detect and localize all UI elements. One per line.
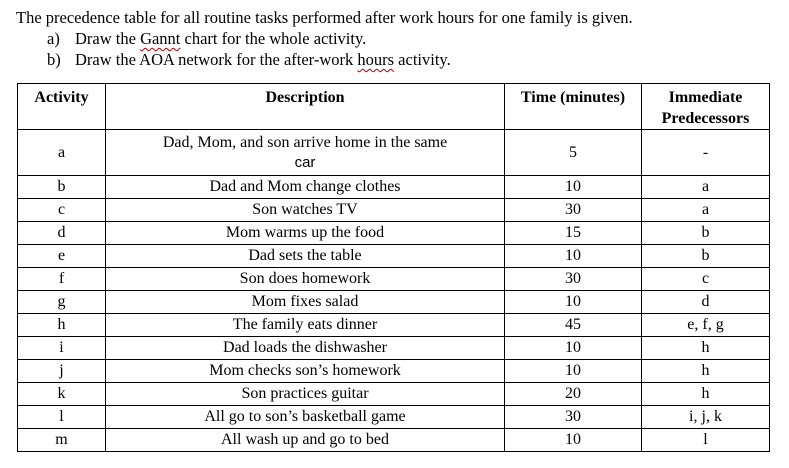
table-row [18,314,770,337]
cell-time: 20 [505,383,642,406]
table-row [18,222,770,245]
cell-time: 30 [505,268,642,291]
header-predecessors-line1: Immediate [668,89,743,106]
cell-activity: d [18,222,106,245]
table-row [18,291,770,314]
cell-description-line1: Dad, Mom, and son arrive home in the same [162,133,448,151]
cell-time: 10 [505,337,642,360]
cell-predecessors: a [642,199,770,222]
table-header-row [18,84,770,130]
cell-predecessors: b [642,222,770,245]
task-a-misspelled-word: Gannt [140,29,181,48]
cell-description: The family eats dinner [106,314,505,337]
table-row [18,199,770,222]
intro-text: The precedence table for all routine tasks performed after work hours for one family is given. [16,8,633,27]
task-a-text-start: Draw the [75,29,141,48]
table-row [18,429,770,452]
task-b-text-start: Draw the AOA network for the after-work [75,50,358,69]
cell-activity: a [18,130,106,176]
cell-description: Son does homework [106,268,505,291]
cell-activity: l [18,406,106,429]
cell-predecessors: - [642,130,770,176]
cell-activity: j [18,360,106,383]
cell-activity: b [18,176,106,199]
cell-predecessors: c [642,268,770,291]
cell-description: Son practices guitar [106,383,505,406]
cell-time: 10 [505,176,642,199]
cell-description: Mom fixes salad [106,291,505,314]
cell-description: Dad sets the table [106,245,505,268]
cell-time: 15 [505,222,642,245]
cell-activity: f [18,268,106,291]
cell-activity: e [18,245,106,268]
cell-description: All wash up and go to bed [106,429,505,452]
cell-activity: h [18,314,106,337]
cell-description: Mom warms up the food [106,222,505,245]
cell-time: 10 [505,429,642,452]
table-row [18,406,770,429]
cell-activity: c [18,199,106,222]
cell-predecessors: h [642,337,770,360]
task-a-label: a) [47,29,60,48]
table-row [18,130,770,176]
cell-predecessors: a [642,176,770,199]
cell-time: 30 [505,406,642,429]
cell-description-line2: car [294,153,316,171]
header-description: Description [106,84,505,130]
table-row [18,383,770,406]
cell-time: 10 [505,291,642,314]
table-row [18,245,770,268]
task-a-text-end: chart for the whole activity. [180,29,367,48]
cell-predecessors: h [642,383,770,406]
task-b-text-end: activity. [394,50,451,69]
task-b-flagged-word: hours [357,50,395,69]
cell-time: 10 [505,245,642,268]
precedence-table [17,83,770,452]
task-b [16,49,633,70]
header-predecessors [642,84,770,130]
cell-activity: i [18,337,106,360]
cell-predecessors: i, j, k [642,406,770,429]
cell-time: 10 [505,360,642,383]
header-predecessors-line2: Predecessors [661,110,750,127]
cell-description: Mom checks son’s homework [106,360,505,383]
cell-time: 5 [505,130,642,176]
cell-predecessors: e, f, g [642,314,770,337]
cell-description: Son watches TV [106,199,505,222]
cell-time: 30 [505,199,642,222]
cell-description: All go to son’s basketball game [106,406,505,429]
header-activity: Activity [18,84,106,130]
task-b-label: b) [47,50,61,69]
cell-activity: k [18,383,106,406]
cell-predecessors: l [642,429,770,452]
header-time: Time (minutes) [505,84,642,130]
cell-activity: g [18,291,106,314]
cell-description: Dad loads the dishwasher [106,337,505,360]
table-row [18,360,770,383]
cell-predecessors: d [642,291,770,314]
table-row [18,176,770,199]
table-row [18,337,770,360]
table-row [18,268,770,291]
cell-activity: m [18,429,106,452]
cell-predecessors: b [642,245,770,268]
cell-time: 45 [505,314,642,337]
problem-statement [16,7,633,70]
cell-description: Dad and Mom change clothes [106,176,505,199]
cell-predecessors: h [642,360,770,383]
cell-description [106,130,505,176]
task-a [16,28,633,49]
